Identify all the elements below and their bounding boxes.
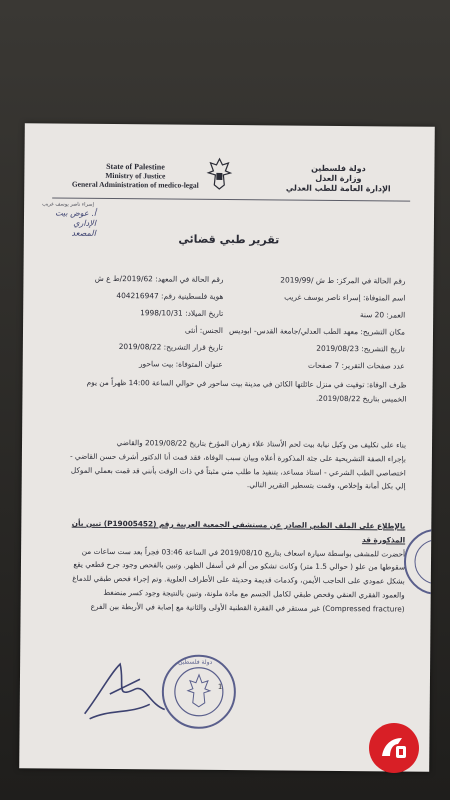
paragraph-line: أحضرت للمشفى بواسطة سيارة اسعاف بتاريخ 2019/08/10 في الساعة 03:46 فجراً بعد ست ساعات من	[81, 546, 406, 559]
partial-stamp-icon	[397, 526, 435, 596]
autopsy-place-field: مكان التشريح: معهد الطب العدلي/جامعة القدس- ابوديس	[228, 326, 406, 337]
header-divider	[52, 197, 410, 201]
paragraph-line: بالإطلاع على الملف الطبي الصادر عن مستشفى الجمعية العربية رقم (P19005452) تبين بأن المذكورة قد	[71, 518, 406, 545]
document-page	[19, 123, 435, 772]
gender-field: الجنس: أنثى	[184, 325, 224, 335]
header-en-line: General Administration of medico-legal	[71, 179, 199, 190]
handwritten-line: أ. عوض بيت	[55, 208, 97, 218]
paragraph-line: بناء على تكليف من وكيل نيابة بيت لحم الأستاذ علاء زهران المؤرخ بتاريخ 2019/08/22 والقاضي	[116, 438, 407, 450]
hospital-paragraph	[45, 516, 406, 616]
stamp-text: دولة فلسطين	[178, 658, 213, 666]
intro-paragraph	[46, 435, 406, 493]
autopsy-date-field: تاريخ التشريح: 2019/08/23	[316, 343, 405, 354]
paragraph-line: ظرف الوفاة: توفيت في منزل عائلتها الكائن في مدينة بيت ساحور في حوالي الساعة 14:00 ظهراً من يوم	[86, 377, 407, 390]
address-field: عنوان المتوفاة: بيت ساحور	[138, 359, 223, 369]
header-en-line: Ministry of Justice	[105, 170, 166, 181]
page-number: 1	[217, 682, 223, 691]
birth-date-field: تاريخ الميلاد: 1998/10/31	[140, 308, 224, 318]
deceased-name-field: اسم المتوفاة: إسراء ناصر يوسف غريب	[284, 292, 406, 303]
paragraph-line: إلي بكل أمانة وإخلاص، وقمت بتسطير التقرير التالي.	[246, 480, 406, 491]
death-circumstance	[46, 375, 406, 406]
decision-date-field: تاريخ قرار التشريح: 2019/08/22	[118, 342, 223, 352]
header-arabic	[268, 163, 408, 194]
handwritten-line: المصعد	[71, 228, 96, 238]
center-case-field: رقم الحالة في المركز: ط ش /2019/99	[280, 275, 406, 286]
reference-name: إسراء ناصر يوسف غريب	[42, 201, 94, 208]
id-number-field: هوية فلسطينية رقم: 404216947	[116, 291, 224, 301]
header-ar-line: الإدارة العامة للطب العدلي	[285, 183, 391, 194]
header-en-line: State of Palestine	[106, 161, 165, 172]
paragraph-line: سقوطها من علو ( حوالي 1.5 متر) وكانت تشكو من ألم في أسفل الظهر. وتبين بالفحص وجود جرح قطعي يقع	[73, 560, 405, 572]
header-english	[60, 162, 210, 190]
header-ar-line: دولة فلسطين	[311, 163, 366, 174]
paragraph-line: الخميس بتاريخ 2019/08/22.	[315, 393, 407, 404]
paragraph-line: بشكل عمودي على الحاجب الأيمن، وكدمات قديمة وحديثة على الأطراف العلوية. وتم إجراء فحص طبقي للدماغ	[72, 573, 405, 586]
signature-icon	[80, 654, 171, 725]
header-ar-line: وزارة العدل	[315, 173, 362, 184]
report-pages-field: عدد صفحات التقرير: 7 صفحات	[308, 360, 405, 371]
watermark-logo-icon	[368, 722, 420, 774]
report-title: تقرير طبي قضائي	[178, 232, 280, 247]
handwritten-line: الإداري	[73, 218, 96, 228]
age-field: العمر: 20 سنة	[359, 310, 406, 320]
paragraph-line: بإجراء الصفة التشريحية على جثة المذكورة أعلاه وبيان سبب الوفاة، فقد قمت أنا الدكتور أشرف حسن القاضي -	[69, 451, 406, 464]
eagle-emblem-icon	[206, 157, 232, 191]
paragraph-line: اختصاصي الطب الشرعي - استاذ مساعد، بتنفيذ ما طلب مني مثبتاً في ذات الوقت بأنني قد قمت بعملي الموكل	[70, 465, 406, 478]
institute-case-field: رقم الحالة في المعهد: 2019/62/ط ع ش	[94, 273, 224, 284]
paragraph-line: (Compressed fracture) غير مستقر في الفقرة القطنية الأولى والثانية مع إصابة في الأربطة بين الفرع	[90, 601, 405, 614]
paragraph-line: والعمود الفقري العنقي وفحص طبقي لكامل الجسم مع مادة ملونة، وتبين بالنتيجة وجود كسر منضغط	[103, 587, 405, 600]
